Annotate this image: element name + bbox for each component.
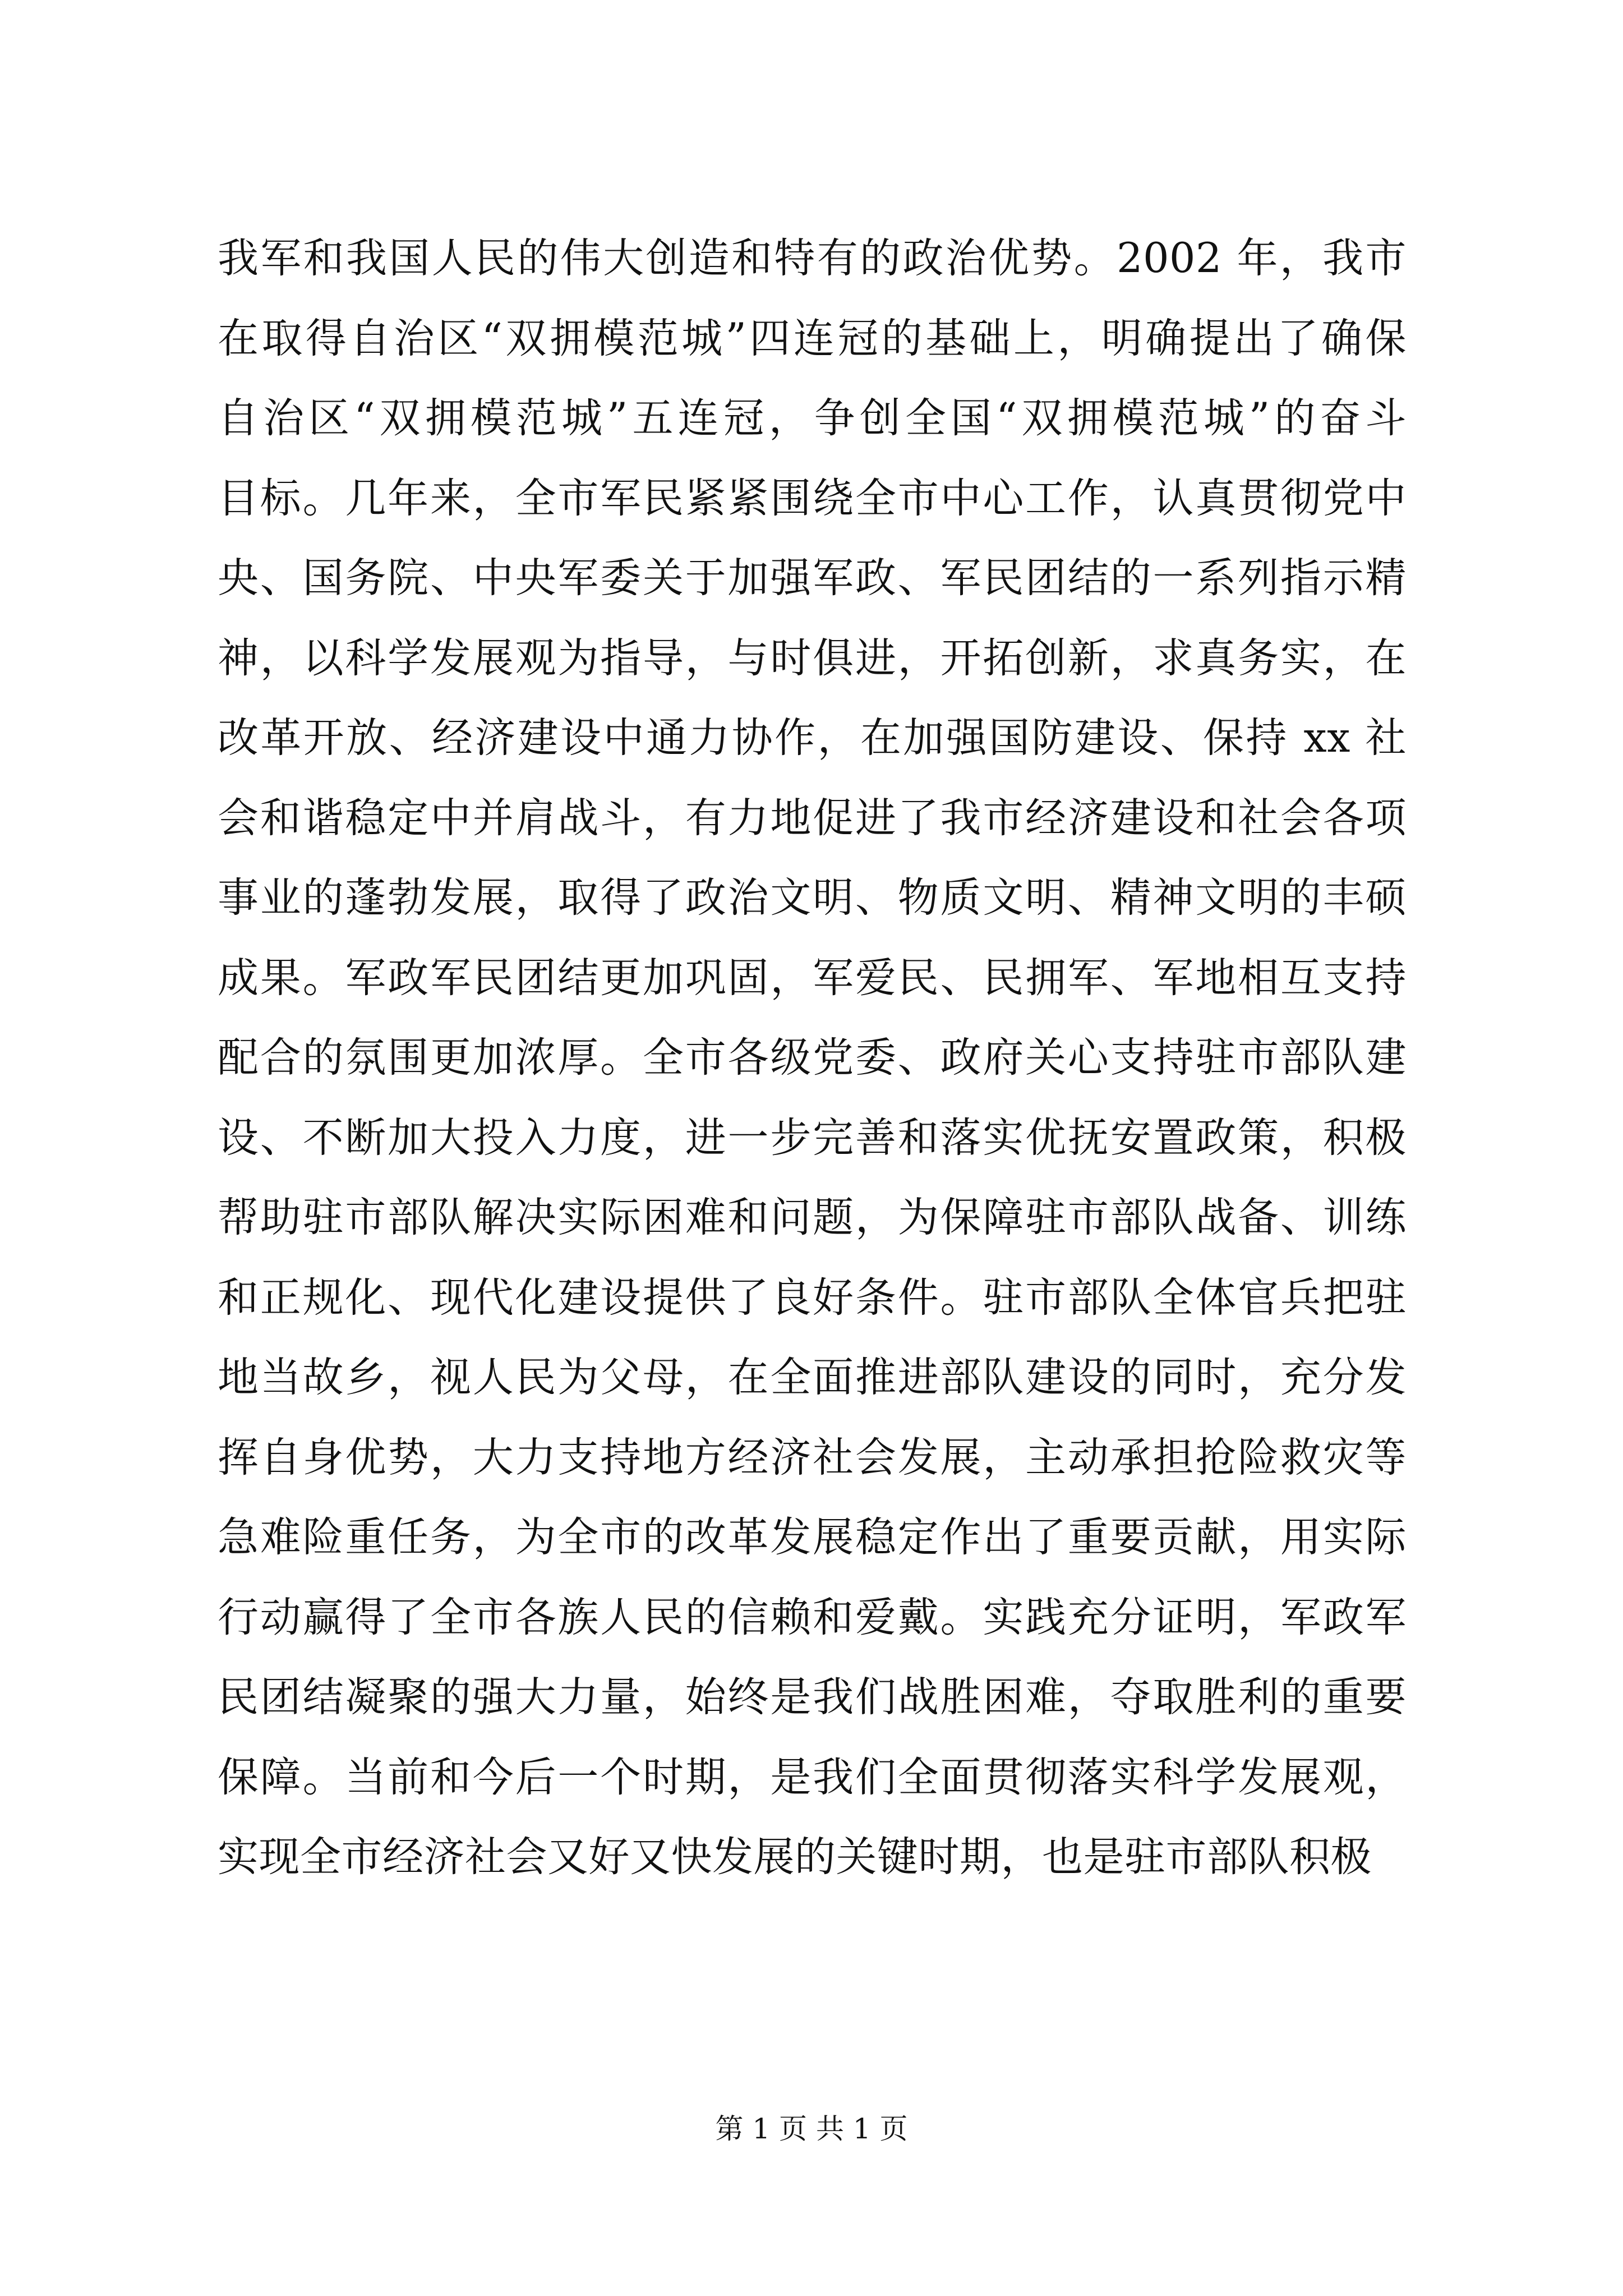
text-line: 设、不断加大投入力度，进一步完善和落实优抚安置政策，积极 — [218, 1114, 1407, 1162]
text-line: 我军和我国人民的伟大创造和特有的政治优势。2002 年，我市 — [218, 234, 1407, 282]
text-line: 挥自身优势，大力支持地方经济社会发展，主动承担抢险救灾等 — [218, 1433, 1407, 1481]
text-line: 事业的蓬勃发展，取得了政治文明、物质文明、精神文明的丰硕 — [218, 874, 1407, 922]
body-text — [218, 219, 1407, 1898]
text-line: 改革开放、经济建设中通力协作，在加强国防建设、保持 xx 社 — [218, 714, 1407, 762]
text-line: 帮助驻市部队解决实际困难和问题，为保障驻市部队战备、训练 — [218, 1194, 1407, 1241]
text-line: 神，以科学发展观为指导，与时俱进，开拓创新，求真务实，在 — [218, 634, 1407, 682]
text-line: 在取得自治区“双拥模范城”四连冠的基础上，明确提出了确保 — [218, 314, 1407, 362]
text-line: 自治区“双拥模范城”五连冠，争创全国“双拥模范城”的奋斗 — [218, 394, 1407, 442]
text-line: 目标。几年来，全市军民紧紧围绕全市中心工作，认真贯彻党中 — [218, 474, 1407, 522]
text-line: 配合的氛围更加浓厚。全市各级党委、政府关心支持驻市部队建 — [218, 1034, 1407, 1082]
text-line: 和正规化、现代化建设提供了良好条件。驻市部队全体官兵把驻 — [218, 1273, 1407, 1322]
text-line: 央、国务院、中央军委关于加强军政、军民团结的一系列指示精 — [218, 554, 1407, 602]
text-line: 会和谐稳定中并肩战斗，有力地促进了我市经济建设和社会各项 — [218, 794, 1407, 842]
text-line: 实现全市经济社会又好又快发展的关键时期，也是驻市部队积极 — [218, 1833, 1372, 1881]
text-line: 急难险重任务，为全市的改革发展稳定作出了重要贡献，用实际 — [218, 1513, 1407, 1561]
text-line: 保障。当前和今后一个时期，是我们全面贯彻落实科学发展观， — [218, 1753, 1407, 1801]
page-number-label: 第 1 页 共 1 页 — [715, 2113, 908, 2145]
page-footer — [0, 2112, 1623, 2146]
text-line: 成果。军政军民团结更加巩固，军爱民、民拥军、军地相互支持 — [218, 954, 1407, 1002]
text-line: 民团结凝聚的强大力量，始终是我们战胜困难，夺取胜利的重要 — [218, 1673, 1407, 1721]
text-line: 行动赢得了全市各族人民的信赖和爱戴。实践充分证明，军政军 — [218, 1593, 1407, 1641]
text-line: 地当故乡，视人民为父母，在全面推进部队建设的同时，充分发 — [218, 1354, 1407, 1401]
